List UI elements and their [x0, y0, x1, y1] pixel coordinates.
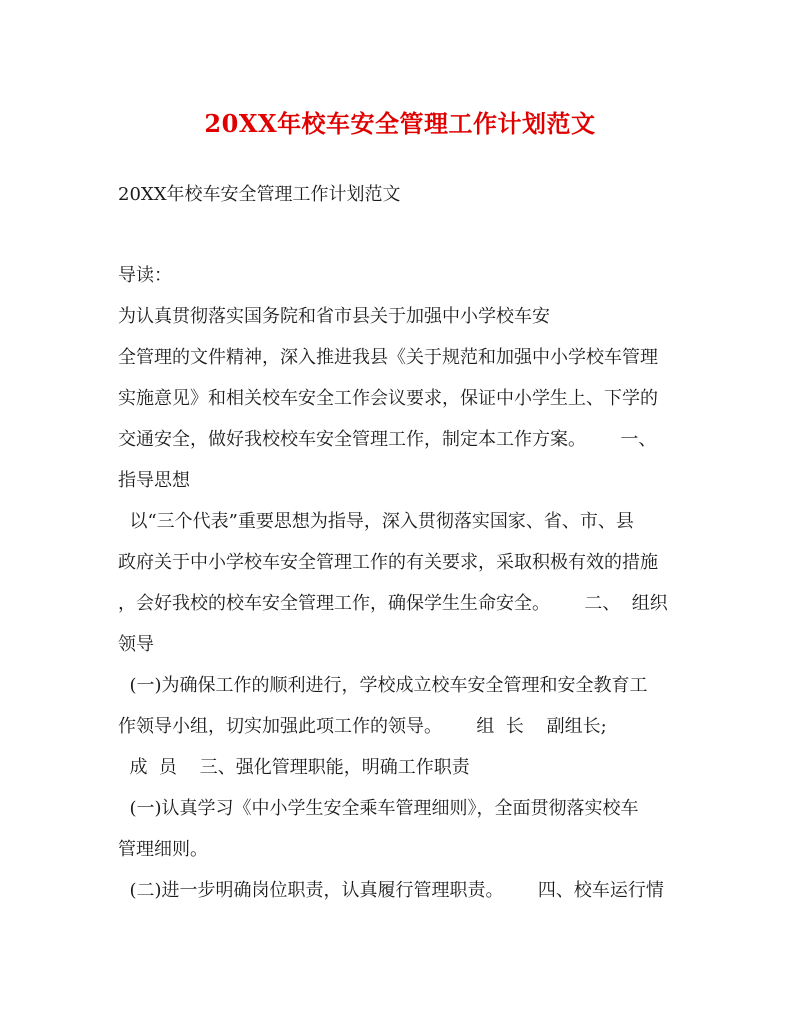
text-line: 全管理的文件精神，深入推进我县《关于规范和加强中小学校车管理	[118, 347, 658, 368]
text-line: 成 员 三、强化管理职能，明确工作职责	[118, 757, 470, 778]
document-title: 20XX年校车安全管理工作计划范文	[204, 109, 596, 138]
text-line: 作领导小组，切实加强此项工作的领导。 组 长 副组长;	[118, 716, 607, 737]
text-line: 交通安全，做好我校校车安全管理工作，制定本工作方案。 一、	[118, 429, 657, 450]
text-line: 政府关于中小学校车安全管理工作的有关要求，采取积极有效的措施	[118, 552, 658, 573]
text-line: (一)为确保工作的顺利进行，学校成立校车安全管理和安全教育工	[118, 675, 648, 696]
text-line: 为认真贯彻落实国务院和省市县关于加强中小学校车安	[118, 306, 550, 327]
text-line: 实施意见》和相关校车安全工作会议要求，保证中小学生上、下学的	[118, 388, 658, 409]
text-line: 导读：	[118, 265, 172, 286]
text-line: 管理细则。	[118, 839, 208, 860]
text-line: 指导思想	[118, 470, 190, 491]
text-line: (一)认真学习《中小学生安全乘车管理细则》，全面贯彻落实校车	[118, 798, 639, 819]
text-line: ，会好我校的校车安全管理工作，确保学生生命安全。 二、 组织	[118, 593, 668, 614]
text-line: 领导	[118, 634, 154, 655]
text-line: (二)进一步明确岗位职责，认真履行管理职责。 四、校车运行情	[118, 880, 664, 901]
subtitle-line: 20XX年校车安全管理工作计划范文	[118, 184, 401, 205]
text-line: 以“三个代表”重要思想为指导，深入贯彻落实国家、省、市、县	[118, 511, 634, 532]
